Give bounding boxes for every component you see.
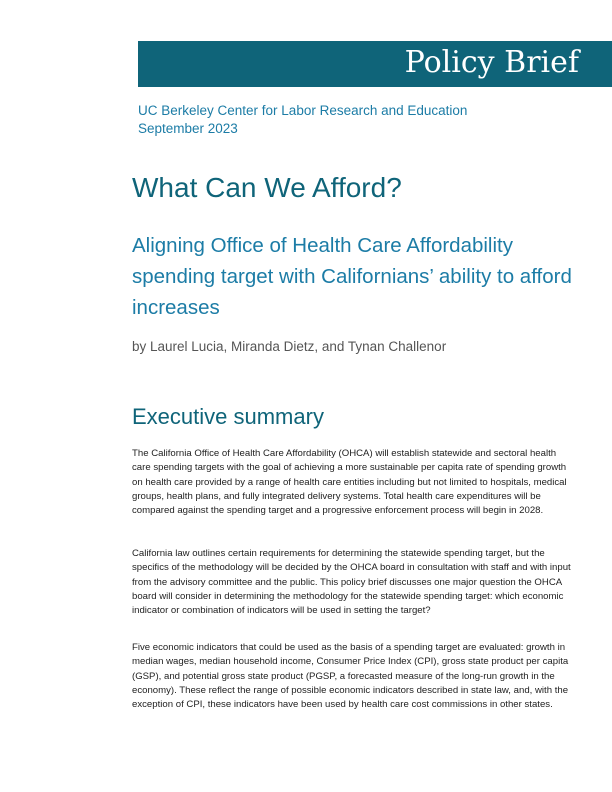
organization-name: UC Berkeley Center for Labor Research and Education [138, 103, 468, 118]
summary-paragraph-1: The California Office of Health Care Affordability (OHCA) will establish statewide and sectoral health care spending targets with the goal of achieving a more sustainable per capita rate of spending growth on health care provided by a range of health care entities including but not limited to hospitals, medical groups, health plans, and fully integrated delivery systems. Total health care expenditures will be compared against the spending target and a progressive enforcement process will begin in 2028. [132, 448, 567, 517]
policy-brief-banner [138, 41, 612, 87]
executive-summary-heading: Executive summary [132, 404, 324, 429]
authors-line: by Laurel Lucia, Miranda Dietz, and Tynan Challenor [132, 339, 447, 354]
banner-title: Policy Brief [404, 45, 579, 80]
publication-date: September 2023 [138, 121, 238, 136]
document-subtitle: Aligning Office of Health Care Affordability spending target with Californians’ ability to afford increases [132, 234, 572, 319]
document-title: What Can We Afford? [132, 172, 402, 203]
summary-paragraph-3: Five economic indicators that could be used as the basis of a spending target are evaluated: growth in median wages, median household income, Consumer Price Index (CPI), gross state product per capita (GSP), and potential gross state product (PGSP, a forecasted measure of the long-run growth in the economy). These reflect the range of possible economic indicators described in state law, and, with the exception of CPI, these indicators have been used by health care cost commissions in other states. [132, 642, 569, 711]
header-block [138, 102, 467, 138]
summary-paragraph-2: California law outlines certain requirements for determining the statewide spending target, but the specifics of the methodology will be decided by the OHCA board in consultation with staff and with input from the advisory committee and the public. This policy brief discusses one major question the OHCA board will consider in determining the methodology for the statewide spending target: which economic indicator or combination of indicators will be used in setting the target? [132, 548, 571, 617]
